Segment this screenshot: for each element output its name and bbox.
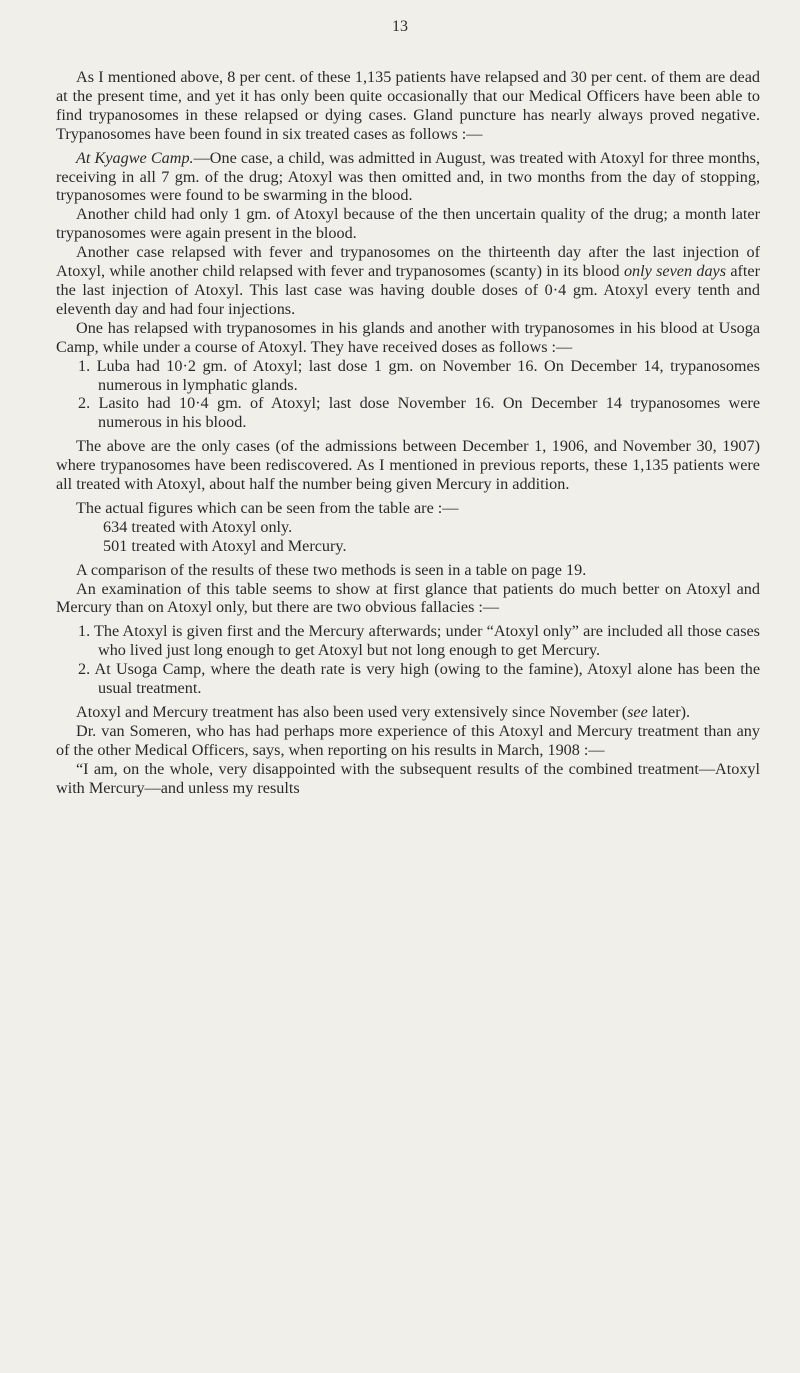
list-item-lasito: 2. Lasito had 10·4 gm. of Atoxyl; last dose November 16. On December 14 trypanosomes were numerous in his blood. <box>78 394 760 432</box>
figure-atoxyl-only: 634 treated with Atoxyl only. <box>103 517 293 536</box>
paragraph-comparison: A comparison of the results of these two methods is seen in a table on page 19. <box>76 560 587 579</box>
paragraph-kyagwe-camp: At Kyagwe Camp.—One case, a child, was admitted in August, was treated with Atoxyl for three months, receiving in all 7 gm. of the drug; Atoxyl was then omitted and, in two months from the day of stopping, trypanosomes were found to be swarming in the blood. <box>56 148 760 205</box>
paragraph-usoga-camp: One has relapsed with trypanosomes in his glands and another with trypanosomes in his blood at Usoga Camp, while under a course of Atoxyl. They have received doses as follows :— <box>56 318 760 356</box>
emphasis-seven-days: only seven days <box>623 262 727 281</box>
emphasis-see: see <box>627 703 648 721</box>
paragraph-since-november: Atoxyl and Mercury treatment has also been used very extensively since November (see later). <box>76 703 691 721</box>
paragraph-actual-figures: The actual figures which can be seen from the table are :— <box>76 498 459 517</box>
paragraph-another-child: Another child had only 1 gm. of Atoxyl because of the then uncertain quality of the drug; a month later trypanosomes were again present in the blood. <box>56 205 760 243</box>
page-number: 13 <box>392 18 408 35</box>
paragraph-quote: “I am, on the whole, very disappointed with the subsequent results of the combined treatment—Atoxyl with Mercury—and unless my results <box>56 759 760 797</box>
paragraph-examination: An examination of this table seems to show at first glance that patients do much better on Atoxyl and Mercury than on Atoxyl only, but there are two obvious fallacies :— <box>56 579 760 617</box>
paragraph-another-case: Another case relapsed with fever and trypanosomes on the thirteenth day after the last injection of Atoxyl, while another child relapsed with fever and trypanosomes (scanty) in its blood only seven days after the last injection of Atoxyl. This last case was having double doses of 0·4 gm. Atoxyl every tenth and eleventh day and had four injections. <box>56 243 760 318</box>
list-item-fallacy-2: 2. At Usoga Camp, where the death rate is very high (owing to the famine), Atoxyl alone has been the usual treatment. <box>78 660 760 698</box>
paragraph-relapse-summary: As I mentioned above, 8 per cent. of these 1,135 patients have relapsed and 30 per cent. of them are dead at the present time, and yet it has only been quite occasionally that our Medical Officers have been able to find trypanosomes in these relapsed or dying cases. Gland puncture has nearly always proved negative. Trypanosomes have been found in six treated cases as follows :— <box>56 68 760 143</box>
list-item-luba: 1. Luba had 10·2 gm. of Atoxyl; last dose 1 gm. on November 16. On December 14, trypanosomes numerous in lymphatic glands. <box>78 356 760 394</box>
place-heading: At Kyagwe Camp. <box>76 148 194 167</box>
paragraph-only-cases: The above are the only cases (of the admissions between December 1, 1906, and November 30, 1907) where trypanosomes have been rediscovered. As I mentioned in previous reports, these 1,135 patients were all treated with Atoxyl, about half the number being given Mercury in addition. <box>56 437 760 494</box>
list-item-fallacy-1: 1. The Atoxyl is given first and the Mercury afterwards; under “Atoxyl only” are included all those cases who lived just long enough to get Atoxyl but not long enough to get Mercury. <box>78 622 760 660</box>
figure-atoxyl-mercury: 501 treated with Atoxyl and Mercury. <box>103 536 347 555</box>
paragraph-van-someren: Dr. van Someren, who has had perhaps more experience of this Atoxyl and Mercury treatment than any of the other Medical Officers, says, when reporting on his results in March, 1908 :— <box>56 721 760 759</box>
